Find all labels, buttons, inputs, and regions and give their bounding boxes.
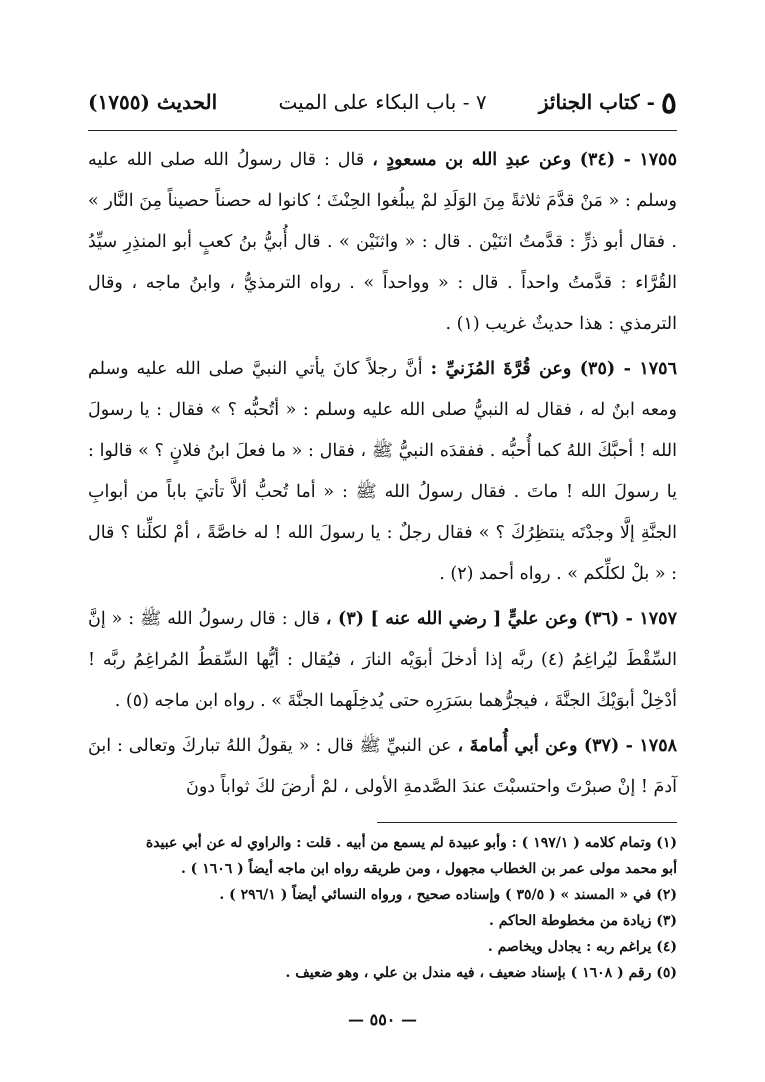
header-divider <box>88 130 677 131</box>
hadith-1756 <box>88 349 677 595</box>
hadith-text: أنَّ رجلاً كانَ يأتي النبيَّ صلى الله عليه وسلم ومعه ابنٌ له ، فقال له النبيُّ صلى الله عليه وسلم : « أتُحبُّه ؟ » فقال : يا رسولَ الله ! أحبَّكَ اللهُ كما أُحبُّه . ففقدَه النبيُّ ﷺ ، فقال : « ما فعلَ ابنُ فلانٍ ؟ » قالوا : يا رسولَ الله ! ماتَ . فقال رسولُ الله ﷺ : « أما تُحبُّ ألاَّ تأتيَ باباً من أبوابِ الجنَّةِ إلَّا وجدْتَه ينتظِرُكَ ؟ » فقال رجلٌ : يا رسولَ الله ! له خاصَّةً ، أمْ لكلِّنا ؟ قال : « بلْ لكلِّكم » . رواه أحمد (٢) . <box>88 359 677 584</box>
footnotes <box>88 830 677 986</box>
hadith-lead: ١٧٥٨ - (٣٧) وعن أبي أُمامةَ ، <box>457 736 678 756</box>
hadith-reference: الحديث (١٧٥٥) <box>88 90 218 114</box>
hadith-text: قال : قال رسولُ الله ﷺ : « إنَّ السِّقْطَ ليُراغِمُ (٤) ربَّه إذا أدخلَ أبوَيْه النارَ ، فيُقال : أيُّها السِّقطُ المُراغِمُ ربَّه ! أدْخِلْ أبوَيْكَ الجنَّةَ ، فيجرُّهما بسَرَرِه حتى يُدخِلَهما الجنَّةَ » . رواه ابن ماجه (٥) . <box>88 609 677 711</box>
hadith-lead: ١٧٥٥ - (٣٤) وعن عبدِ الله بن مسعودٍ ، <box>372 150 677 170</box>
hadith-text: عن النبيِّ ﷺ قال : « يقولُ اللهُ تباركَ وتعالى : ابنَ آدمَ ! إنْ صبرْتَ واحتسبْتَ عندَ الصَّدمةِ الأولى ، لمْ أرضَ لكَ ثواباً دونَ <box>88 736 677 797</box>
page-number: — ٥٥٠ — <box>348 1010 417 1029</box>
page-header <box>88 82 677 126</box>
page-body <box>88 140 677 812</box>
footnote: (٣) زيادة من مخطوطة الحاكم . <box>488 913 677 929</box>
hadith-1758 <box>88 726 677 808</box>
hadith-1755 <box>88 140 677 345</box>
footnote: (٤) يراغم ربه : يجادل ويخاصم . <box>487 939 677 955</box>
footnote: أبو محمد مولى عمر بن الخطاب مجهول ، ومن طريقه رواه ابن ماجه أيضاً ( ١٦٠٦ ) . <box>180 861 677 877</box>
footnote: (٢) في « المسند » ( ٣٥/٥ ) وإسناده صحيح ، ورواه النسائي أيضاً ( ٢٩٦/١ ) . <box>219 887 677 903</box>
book-name: - كتاب الجنائز <box>538 90 655 114</box>
hadith-lead: ١٧٥٧ - (٣٦) وعن عليٍّ [ رضي الله عنه ] (٣) ، <box>325 609 677 629</box>
footnote: (٥) رقم ( ١٦٠٨ ) بإسناد ضعيف ، فيه مندل بن علي ، وهو ضعيف . <box>285 965 677 981</box>
footnote: (١) وتمام كلامه ( ١٩٧/١ ) : وأبو عبيدة لم يسمع من أبيه . قلت : والراوي له عن أبي عبيدة <box>145 835 677 851</box>
section-title: ٧ - باب البكاء على الميت <box>278 90 487 114</box>
hadith-lead: ١٧٥٦ - (٣٥) وعن قُرَّةَ المُزَنيِّ : <box>430 359 677 379</box>
hadith-1757 <box>88 599 677 722</box>
hadith-text: قال : قال رسولُ الله صلى الله عليه وسلم : « مَنْ قدَّمَ ثلاثةً مِنَ الوَلَدِ لمْ يبلُغوا الحِنْثَ ؛ كانوا له حصناً حصيناً مِنَ النَّار » . فقال أبو ذرٍّ : قدَّمتُ اثنَيْن . قال : « واثنَيْن » . قال أُبيُّ بنُ كعبٍ أبو المنذِرِ سيِّدُ القُرَّاء : قدَّمتُ واحداً . قال : « وواحداً » . رواه الترمذيُّ ، وابنُ ماجه ، وقال الترمذي : هذا حديثٌ غريب (١) . <box>88 150 677 334</box>
chapter-number: ٥ <box>660 86 677 121</box>
footnote-divider <box>377 822 677 823</box>
